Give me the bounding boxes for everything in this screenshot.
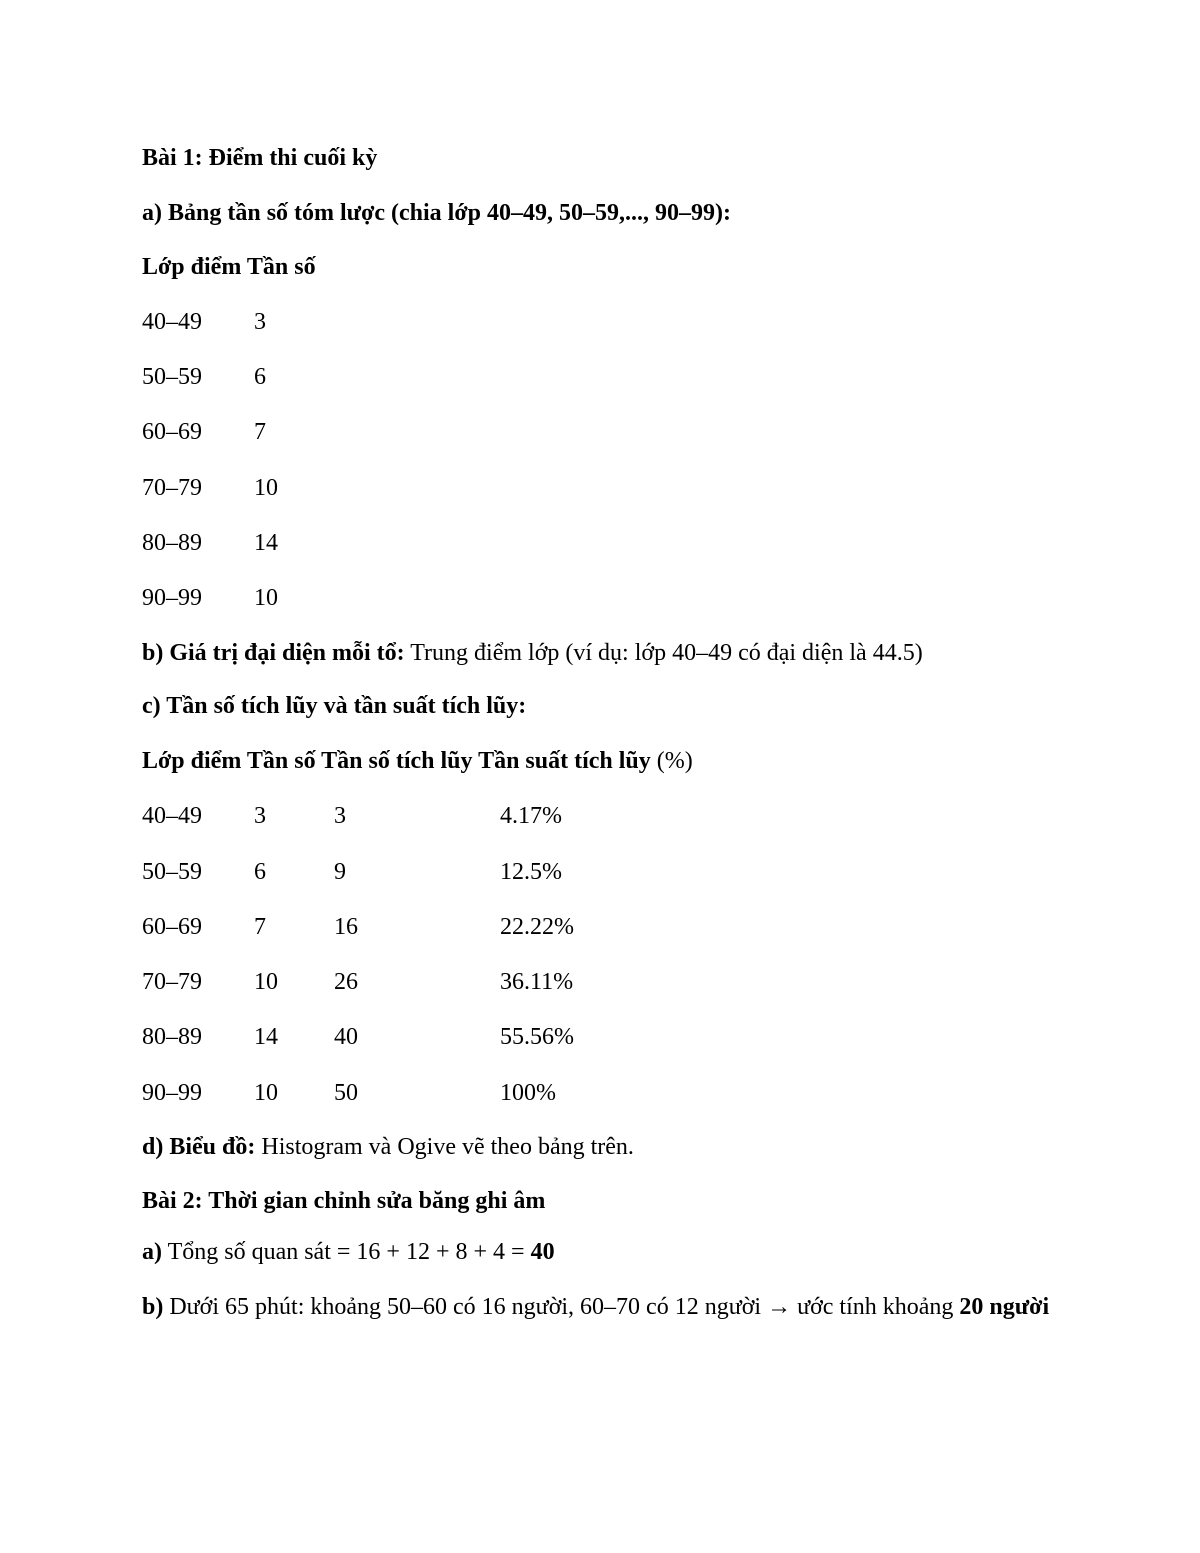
bai2-part-b [142, 1290, 1060, 1324]
freq-cell: 10 [254, 475, 278, 501]
cum-cell: 3 [334, 803, 346, 829]
bai2-part-a [142, 1237, 555, 1267]
cum-cell: 50 [334, 1080, 358, 1106]
bai1-part-d [142, 1132, 634, 1162]
pct-cell: 22.22% [500, 914, 574, 940]
bai1-title: Bài 1: Điểm thi cuối kỳ [142, 145, 378, 171]
class-cell: 40–49 [142, 309, 202, 335]
bai1-part-a-heading: a) Bảng tần số tóm lược (chia lớp 40–49, 50–59,..., 90–99): [142, 200, 731, 226]
class-cell: 60–69 [142, 914, 202, 940]
class-cell: 50–59 [142, 859, 202, 885]
freq-cell: 6 [254, 364, 266, 390]
pct-cell: 4.17% [500, 803, 562, 829]
freq-cell: 10 [254, 969, 278, 995]
bai2-title: Bài 2: Thời gian chỉnh sửa băng ghi âm [142, 1188, 546, 1214]
pct-cell: 36.11% [500, 969, 574, 995]
bai1-part-b [142, 638, 923, 668]
cum-table-header [142, 746, 693, 776]
cum-table-header-tail: (%) [650, 748, 693, 774]
class-cell: 40–49 [142, 803, 202, 829]
bai2-part-b-result: 20 người [959, 1294, 1050, 1320]
freq-cell: 14 [254, 530, 278, 556]
class-cell: 70–79 [142, 969, 202, 995]
cum-cell: 16 [334, 914, 358, 940]
class-cell: 70–79 [142, 475, 202, 501]
part-d-label: d) Biểu đồ: [142, 1134, 256, 1160]
cum-cell: 26 [334, 969, 358, 995]
class-cell: 60–69 [142, 419, 202, 445]
cum-cell: 9 [334, 859, 346, 885]
freq-cell: 7 [254, 914, 266, 940]
class-cell: 90–99 [142, 1080, 202, 1106]
part-b-label: b) Giá trị đại diện mỗi tổ: [142, 640, 405, 666]
pct-cell: 55.56% [500, 1024, 574, 1050]
class-cell: 90–99 [142, 585, 202, 611]
freq-cell: 3 [254, 803, 266, 829]
pct-cell: 12.5% [500, 859, 562, 885]
class-cell: 80–89 [142, 1024, 202, 1050]
part-b-text: Trung điểm lớp (ví dụ: lớp 40–49 có đại diện là 44.5) [404, 640, 923, 666]
cum-table-header-bold: Lớp điểm Tần số Tần số tích lũy Tần suất tích lũy [142, 748, 651, 774]
class-cell: 80–89 [142, 530, 202, 556]
part-d-text: Histogram và Ogive vẽ theo bảng trên. [255, 1134, 634, 1160]
bai1-part-c-heading: c) Tần số tích lũy và tần suất tích lũy: [142, 693, 527, 719]
pct-cell: 100% [500, 1080, 556, 1106]
freq-cell: 7 [254, 419, 266, 445]
bai2-part-a-text: Tổng số quan sát = 16 + 12 + 8 + 4 = [162, 1239, 531, 1265]
cum-cell: 40 [334, 1024, 358, 1050]
bai2-part-b-label: b) [142, 1294, 164, 1320]
bai2-part-a-result: 40 [530, 1239, 555, 1265]
freq-cell: 6 [254, 859, 266, 885]
bai2-part-a-label: a) [142, 1239, 162, 1265]
freq-cell: 14 [254, 1024, 278, 1050]
freq-cell: 10 [254, 1080, 278, 1106]
bai2-part-b-text: Dưới 65 phút: khoảng 50–60 có 16 người, 60–70 có 12 người → ước tính khoảng [163, 1294, 960, 1320]
freq-cell: 3 [254, 309, 266, 335]
class-cell: 50–59 [142, 364, 202, 390]
freq-table-header: Lớp điểm Tần số [142, 254, 316, 280]
freq-cell: 10 [254, 585, 278, 611]
